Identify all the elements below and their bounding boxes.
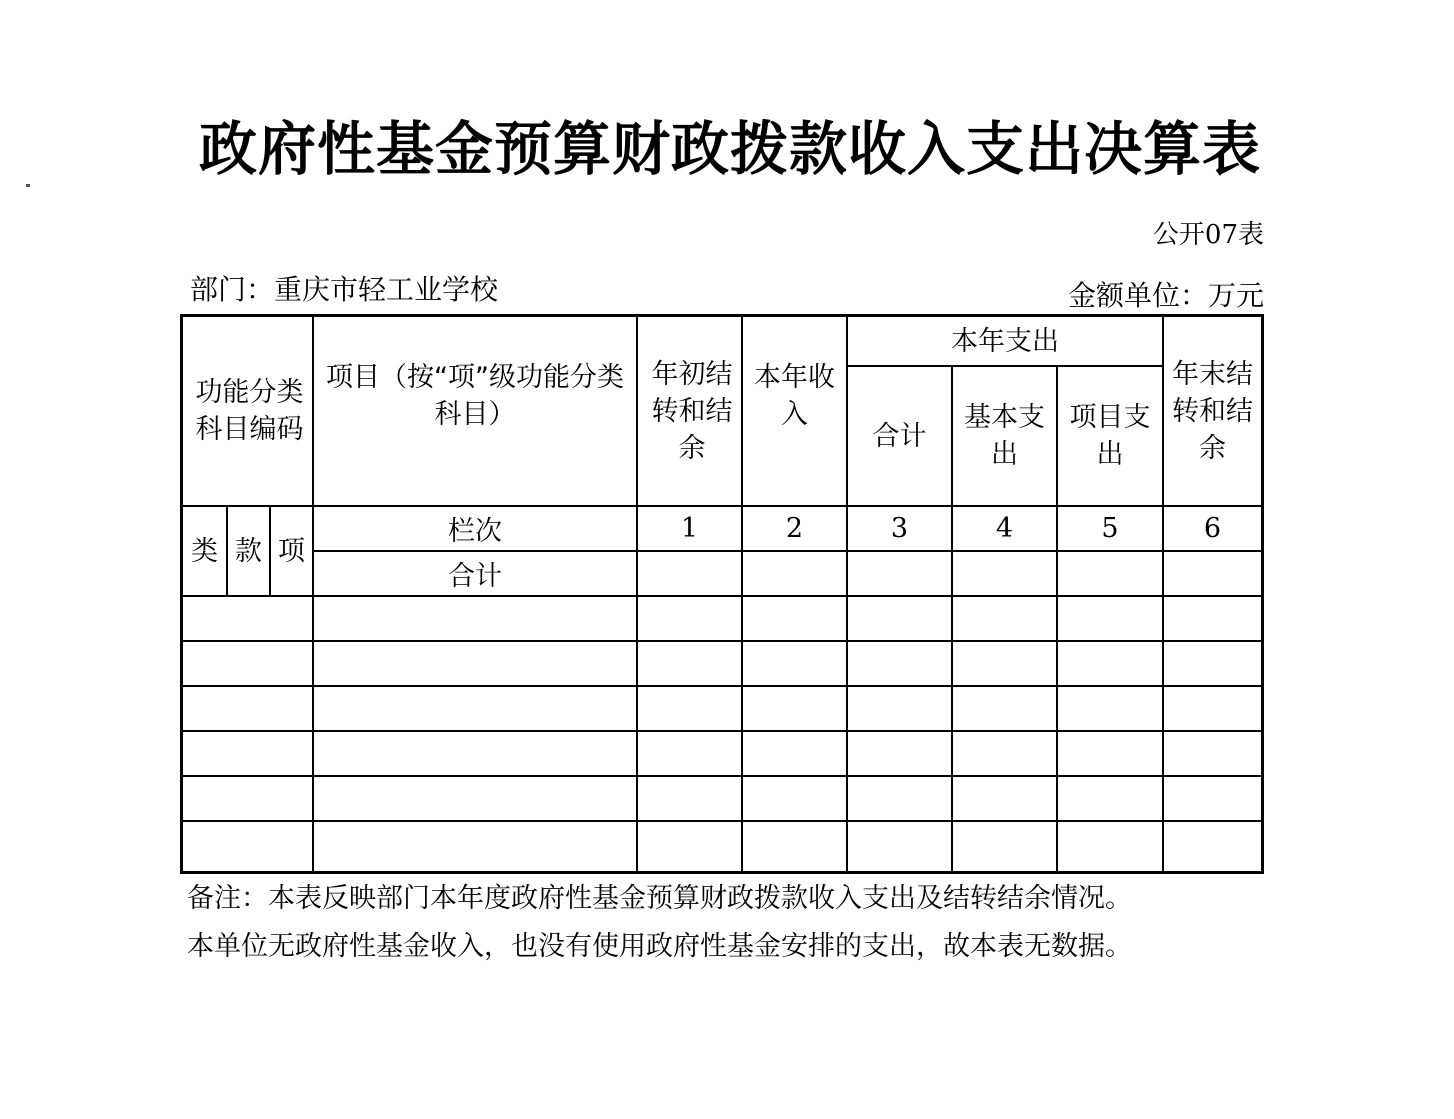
note-line-2: 本单位无政府性基金收入，也没有使用政府性基金安排的支出，故本表无数据。	[187, 931, 1132, 962]
table-code: 公开07表	[1152, 220, 1264, 250]
header-basic: 基本支出	[964, 402, 1045, 470]
note-line-1: 备注：本表反映部门本年度政府性基金预算财政拨款收入支出及结转结余情况。	[187, 883, 1132, 914]
header-project: 项目支出	[1069, 402, 1151, 470]
header-xiang: 项	[278, 535, 305, 567]
row-divider	[183, 775, 1261, 777]
amount-unit-label: 金额单位：万元	[1067, 279, 1264, 312]
header-func-code: 功能分类科目编码	[195, 377, 304, 445]
row-divider	[183, 685, 1261, 687]
settlement-table	[180, 314, 1264, 874]
column-no-3: 3	[890, 513, 909, 544]
header-lei: 类	[191, 535, 218, 567]
header-kuan: 款	[235, 535, 262, 567]
header-total: 合计	[872, 420, 927, 452]
department-label: 部门：重庆市轻工业学校	[190, 273, 499, 306]
column-no-6: 6	[1203, 513, 1222, 544]
header-income: 本年收入	[754, 362, 835, 430]
row-divider	[183, 640, 1261, 642]
header-expense-group: 本年支出	[951, 325, 1059, 357]
row-divider	[183, 820, 1261, 822]
header-end-balance: 年末结转和结余	[1172, 358, 1253, 464]
column-no-1: 1	[680, 513, 699, 544]
scan-speck	[26, 184, 30, 187]
column-no-4: 4	[995, 513, 1014, 544]
column-no-5: 5	[1101, 513, 1119, 544]
row-divider	[183, 730, 1261, 732]
col-divider	[636, 317, 638, 871]
sum-row-label: 合计	[448, 561, 502, 592]
column-no-label: 栏次	[448, 516, 502, 547]
row-divider	[183, 595, 1261, 597]
column-no-2: 2	[785, 513, 804, 544]
header-item: 项目（按“项”级功能分类科目）	[326, 362, 624, 430]
header-begin-balance: 年初结转和结余	[651, 358, 733, 464]
page-title: 政府性基金预算财政拨款收入支出决算表	[198, 115, 1261, 183]
